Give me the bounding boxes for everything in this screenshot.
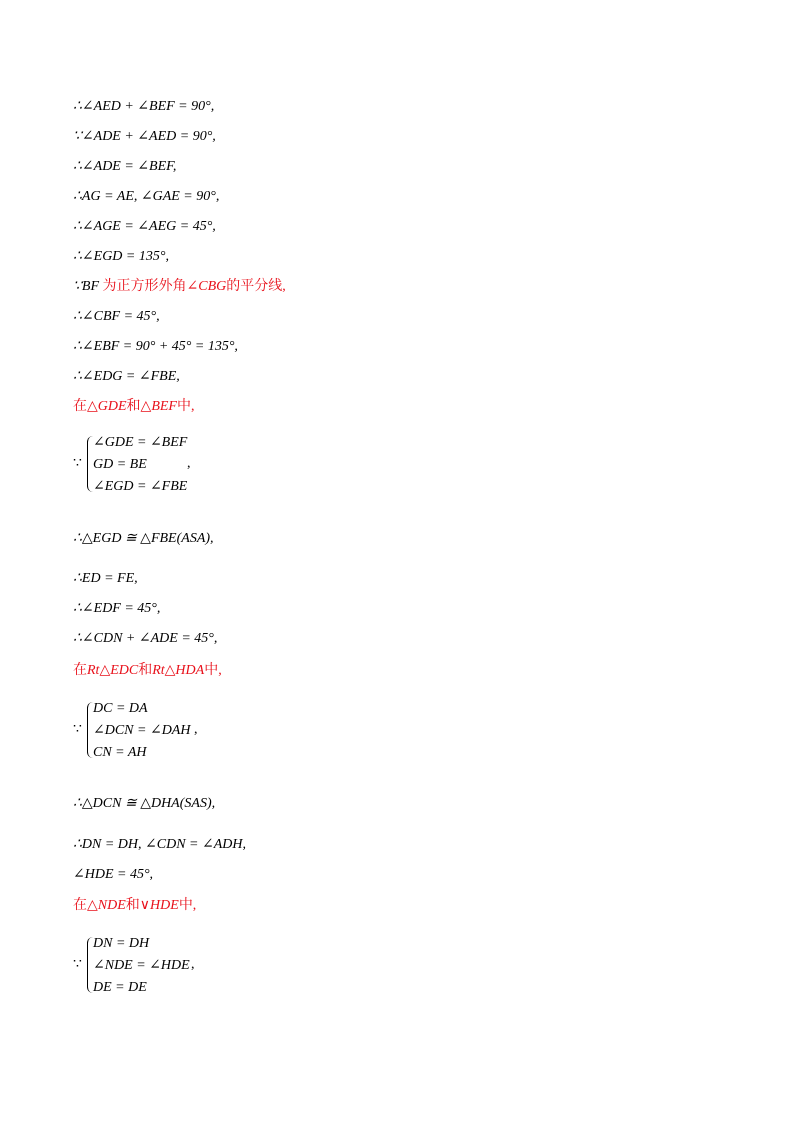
condition-row: ∠DCN = ∠DAH xyxy=(93,723,191,738)
condition-row: DE = DE xyxy=(93,980,147,995)
proof-line: ∴AG = AE, ∠GAE = 90°, xyxy=(73,189,220,204)
trailing-comma: , xyxy=(191,957,195,972)
proof-line: ∴∠EDF = 45°, xyxy=(73,601,161,616)
red-text: 和 xyxy=(138,663,153,678)
triangle-intro xyxy=(73,662,222,680)
proof-line: ∴∠ADE = ∠BEF, xyxy=(73,159,177,174)
proof-line: ∴∠AGE = ∠AEG = 45°, xyxy=(73,219,216,234)
condition-row: CN = AH xyxy=(93,745,147,760)
red-text: 中, xyxy=(176,399,195,414)
condition-row: ∠EGD = ∠FBE xyxy=(93,479,188,494)
red-text: 中, xyxy=(204,663,222,678)
triangle-name: △GDE xyxy=(87,399,127,414)
condition-row: DC = DA xyxy=(93,701,148,716)
proof-line: ∴△EGD ≅ △FBE(ASA), xyxy=(73,531,214,546)
red-text: 在 xyxy=(73,663,87,678)
red-angle: ∠CBG xyxy=(186,279,227,294)
proof-line: ∴∠EBF = 90° + 45° = 135°, xyxy=(73,339,238,354)
because-symbol: ∵ xyxy=(73,722,82,737)
red-text: 和 xyxy=(126,399,141,414)
triangle-name: ∨HDE xyxy=(139,898,179,913)
triangle-intro xyxy=(73,398,194,416)
red-text: 在 xyxy=(73,898,87,913)
triangle-name: △NDE xyxy=(87,898,126,913)
trailing-comma: , xyxy=(194,722,198,737)
proof-line: ∴△DCN ≅ △DHA(SAS), xyxy=(73,796,216,811)
triangle-intro xyxy=(73,897,196,915)
red-text: 中, xyxy=(178,898,197,913)
condition-row: GD = BE xyxy=(93,457,147,472)
condition-row: ∠GDE = ∠BEF xyxy=(93,435,188,450)
condition-row: ∠NDE = ∠HDE xyxy=(93,958,190,973)
proof-line: ∵∠ADE + ∠AED = 90°, xyxy=(73,129,216,144)
triangle-name: △BEF xyxy=(140,399,177,414)
proof-line: ∴∠AED + ∠BEF = 90°, xyxy=(73,99,215,114)
proof-line: ∴∠CBF = 45°, xyxy=(73,309,160,324)
red-text: 在 xyxy=(73,399,87,414)
proof-line: ∴ED = FE, xyxy=(73,571,138,586)
proof-line: ∴DN = DH, ∠CDN = ∠ADH, xyxy=(73,837,246,852)
proof-line: ∠HDE = 45°, xyxy=(73,867,154,882)
red-text: 的平分线, xyxy=(226,279,286,294)
condition-row: DN = DH xyxy=(93,936,150,951)
red-text: 和 xyxy=(125,898,140,913)
triangle-name: Rt△EDC xyxy=(87,663,139,678)
proof-line-highlight xyxy=(73,278,286,296)
because-symbol: ∵ xyxy=(73,957,82,972)
triangle-name: Rt△HDA xyxy=(152,663,205,678)
proof-line: ∴∠CDN + ∠ADE = 45°, xyxy=(73,631,218,646)
proof-line: ∴∠EDG = ∠FBE, xyxy=(73,369,180,384)
because-bf: ∵BF xyxy=(73,279,100,294)
because-symbol: ∵ xyxy=(73,456,82,471)
trailing-comma: , xyxy=(187,456,191,471)
proof-line: ∴∠EGD = 135°, xyxy=(73,249,169,264)
red-text: 为正方形外角 xyxy=(102,279,187,294)
